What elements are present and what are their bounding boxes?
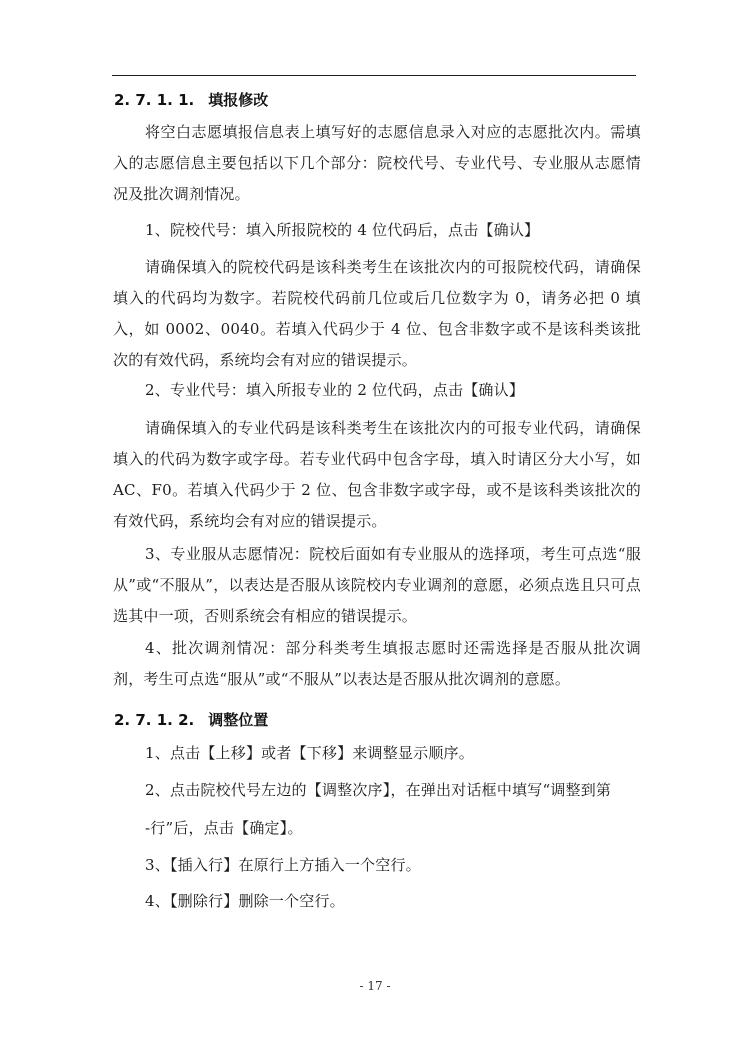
batch-adjust-item: 4、批次调剂情况：部分科类考生填报志愿时还需选择是否服从批次调剂，考生可点选“服从”或“不服从”以表达是否服从批次调剂的意愿。 [113,639,641,688]
adjust-order-item-line2: -行”后，点击【确定】。 [145,819,303,837]
school-code-item-title: 1、院校代号：填入所报院校的 4 位代码后，点击【确认】 [145,221,540,239]
section-title: 调整位置 [208,711,269,729]
major-obey-item: 3、专业服从志愿情况：院校后面如有专业服从的选择项，考生可点选“服从”或“不服从”，以表达是否服从该院校内专业调剂的意愿，必须点选且只可点选其中一项，否则系统会有相应的错误提示。 [113,545,641,625]
major-code-item-body: 请确保填入的专业代码是该科类考生在该批次内的可报专业代码，请确保填入的代码为数字或字母。若专业代码中包含字母，填入时请区分大小写，如 AC、F0。若填入代码少于 2 位、包含非数字或字母，或不是该科类该批次的有效代码，系统均会有对应的错误提示。 [113,419,641,530]
section-number: 2. 7. 1. 2. [114,711,195,729]
insert-row-item: 3、【插入行】在原行上方插入一个空行。 [145,856,421,874]
intro-paragraph: 将空白志愿填报信息表上填写好的志愿信息录入对应的志愿批次内。需填入的志愿信息主要包括以下几个部分：院校代号、专业代号、专业服从志愿情况及批次调剂情况。 [113,123,641,203]
section-title: 填报修改 [208,91,269,109]
adjust-order-item-line1: 2、点击院校代号左边的【调整次序】，在弹出对话框中填写“调整到第 [145,781,612,799]
page-number: - 17 - [359,979,391,993]
section-heading-fill-modify [114,89,268,110]
move-up-down-item: 1、点击【上移】或者【下移】来调整显示顺序。 [145,744,474,762]
major-code-item-title: 2、专业代号：填入所报专业的 2 位代码，点击【确认】 [145,381,525,399]
section-heading-adjust-position [114,709,268,730]
delete-row-item: 4、【删除行】删除一个空行。 [145,892,345,910]
header-rule [112,75,636,76]
school-code-item-body: 请确保填入的院校代码是该科类考生在该批次内的可报院校代码，请确保填入的代码均为数字。若院校代码前几位或后几位数字为 0，请务必把 0 填入，如 0002、0040。若填入代码少于 4 位、包含非数字或不是该科类该批次的有效代码，系统均会有对应的错误提示。 [113,258,641,369]
section-number: 2. 7. 1. 1. [114,91,195,109]
